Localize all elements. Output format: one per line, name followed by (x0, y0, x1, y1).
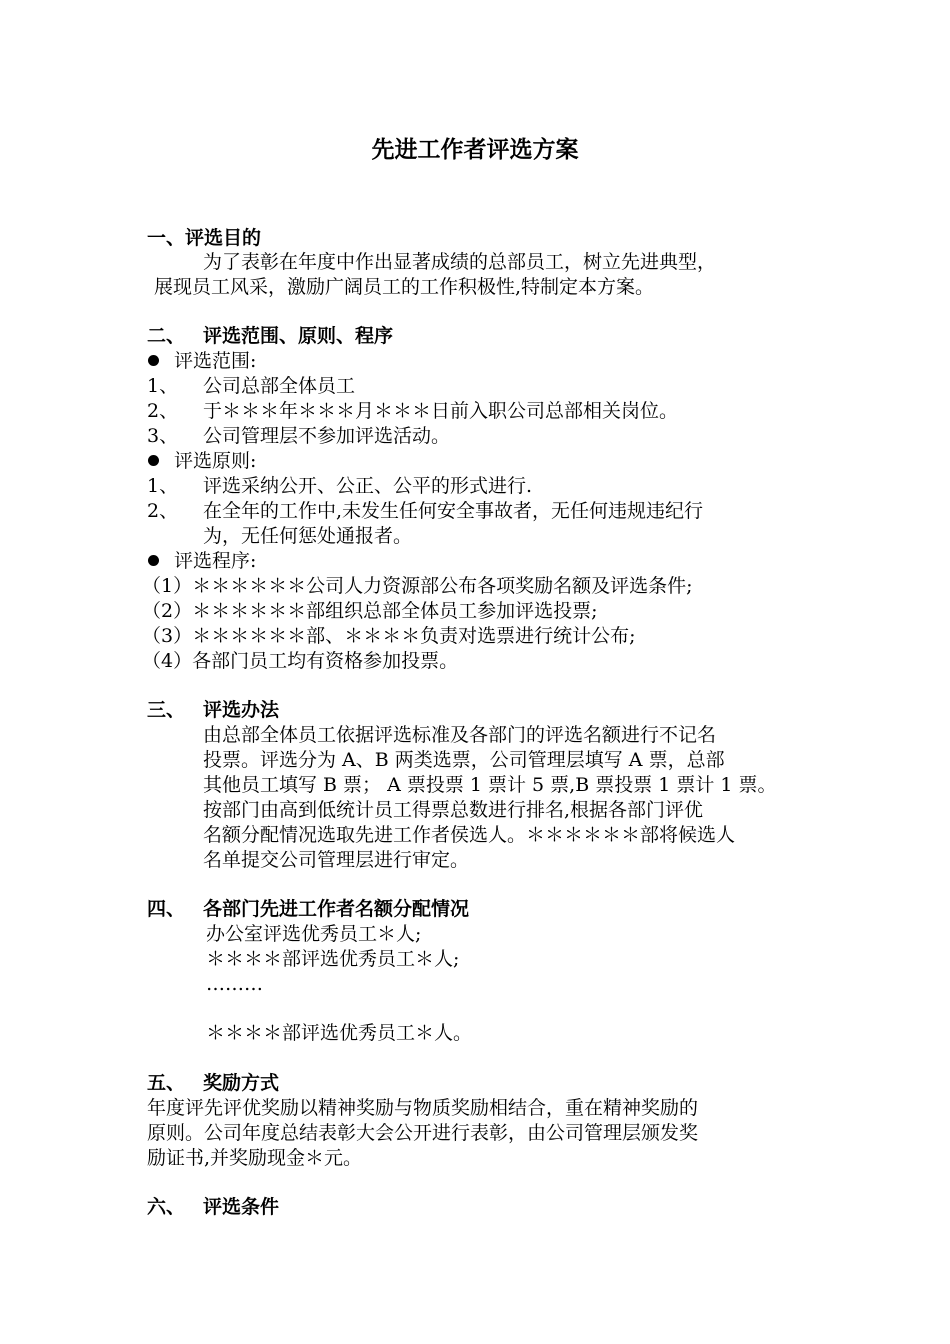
section-1-heading: 一、评选目的 (147, 227, 262, 249)
section-3-line-2: 投票。评选分为 A、B 两类选票，公司管理层填写 A 票，总部 (203, 749, 725, 771)
procedure-item-1: （1）＊＊＊＊＊＊公司人力资源部公布各项奖励名额及评选条件; (142, 575, 693, 597)
section-3-heading: 评选办法 (203, 699, 280, 721)
quota-office: 办公室评选优秀员工＊人; (206, 923, 422, 945)
principle-label: 评选原则: (174, 450, 257, 472)
procedure-label: 评选程序: (174, 550, 257, 572)
principle-item-2-line-2: 为，无任何惩处通报者。 (203, 525, 413, 547)
bullet-icon (148, 355, 159, 366)
section-6-number: 六、 (147, 1196, 186, 1218)
quota-department-1: ＊＊＊＊部评选优秀员工＊人; (206, 948, 460, 970)
procedure-item-2: （2）＊＊＊＊＊＊部组织总部全体员工参加评选投票; (142, 600, 598, 622)
section-1-paragraph-line-2: 展现员工风采，激励广阔员工的工作积极性,特制定本方案。 (154, 276, 655, 298)
procedure-item-4: （4）各部门员工均有资格参加投票。 (142, 650, 459, 672)
section-5-number: 五、 (147, 1072, 186, 1094)
section-3-line-1: 由总部全体员工依据评选标准及各部门的评选名额进行不记名 (203, 724, 717, 746)
section-2-heading: 评选范围、原则、程序 (203, 325, 394, 347)
section-3-line-3: 其他员工填写 B 票； A 票投票 1 票计 5 票,B 票投票 1 票计 1 票。 (203, 774, 777, 796)
section-5-line-2: 原则。公司年度总结表彰大会公开进行表彰，由公司管理层颁发奖 (147, 1122, 699, 1144)
scope-item-3-number: 3、 (147, 425, 179, 447)
section-5-line-3: 励证书,并奖励现金＊元。 (147, 1147, 363, 1169)
quota-department-last: ＊＊＊＊部评选优秀员工＊人。 (206, 1022, 473, 1044)
section-3-line-4: 按部门由高到低统计员工得票总数进行排名,根据各部门评优 (203, 799, 704, 821)
section-4-number: 四、 (147, 898, 186, 920)
section-4-heading: 各部门先进工作者名额分配情况 (203, 898, 470, 920)
scope-label: 评选范围: (174, 350, 257, 372)
page-title: 先进工作者评选方案 (371, 136, 579, 163)
section-3-number: 三、 (147, 699, 186, 721)
scope-item-2-number: 2、 (147, 400, 179, 422)
scope-item-1-text: 公司总部全体员工 (203, 375, 356, 397)
quota-ellipsis: ……… (206, 973, 263, 995)
section-5-line-1: 年度评先评优奖励以精神奖励与物质奖励相结合，重在精神奖励的 (147, 1097, 699, 1119)
procedure-item-3: （3）＊＊＊＊＊＊部、＊＊＊＊负责对选票进行统计公布; (142, 625, 636, 647)
bullet-icon (148, 455, 159, 466)
scope-item-3-text: 公司管理层不参加评选活动。 (203, 425, 451, 447)
section-5-heading: 奖励方式 (203, 1072, 280, 1094)
section-2-number: 二、 (147, 325, 186, 347)
principle-item-1-text: 评选采纳公开、公正、公平的形式进行. (203, 475, 533, 497)
section-3-line-5: 名额分配情况选取先进工作者侯选人。＊＊＊＊＊＊部将候选人 (203, 824, 736, 846)
bullet-icon (148, 555, 159, 566)
principle-item-1-number: 1、 (147, 475, 179, 497)
principle-item-2-line-1: 在全年的工作中,未发生任何安全事故者，无任何违规违纪行 (203, 500, 704, 522)
scope-item-1-number: 1、 (147, 375, 179, 397)
section-1-paragraph-line-1: 为了表彰在年度中作出显著成绩的总部员工，树立先进典型， (203, 251, 717, 273)
principle-item-2-number: 2、 (147, 500, 179, 522)
section-6-heading: 评选条件 (203, 1196, 280, 1218)
section-3-line-6: 名单提交公司管理层进行审定。 (203, 849, 470, 871)
scope-item-2-text: 于＊＊＊年＊＊＊月＊＊＊日前入职公司总部相关岗位。 (203, 400, 679, 422)
